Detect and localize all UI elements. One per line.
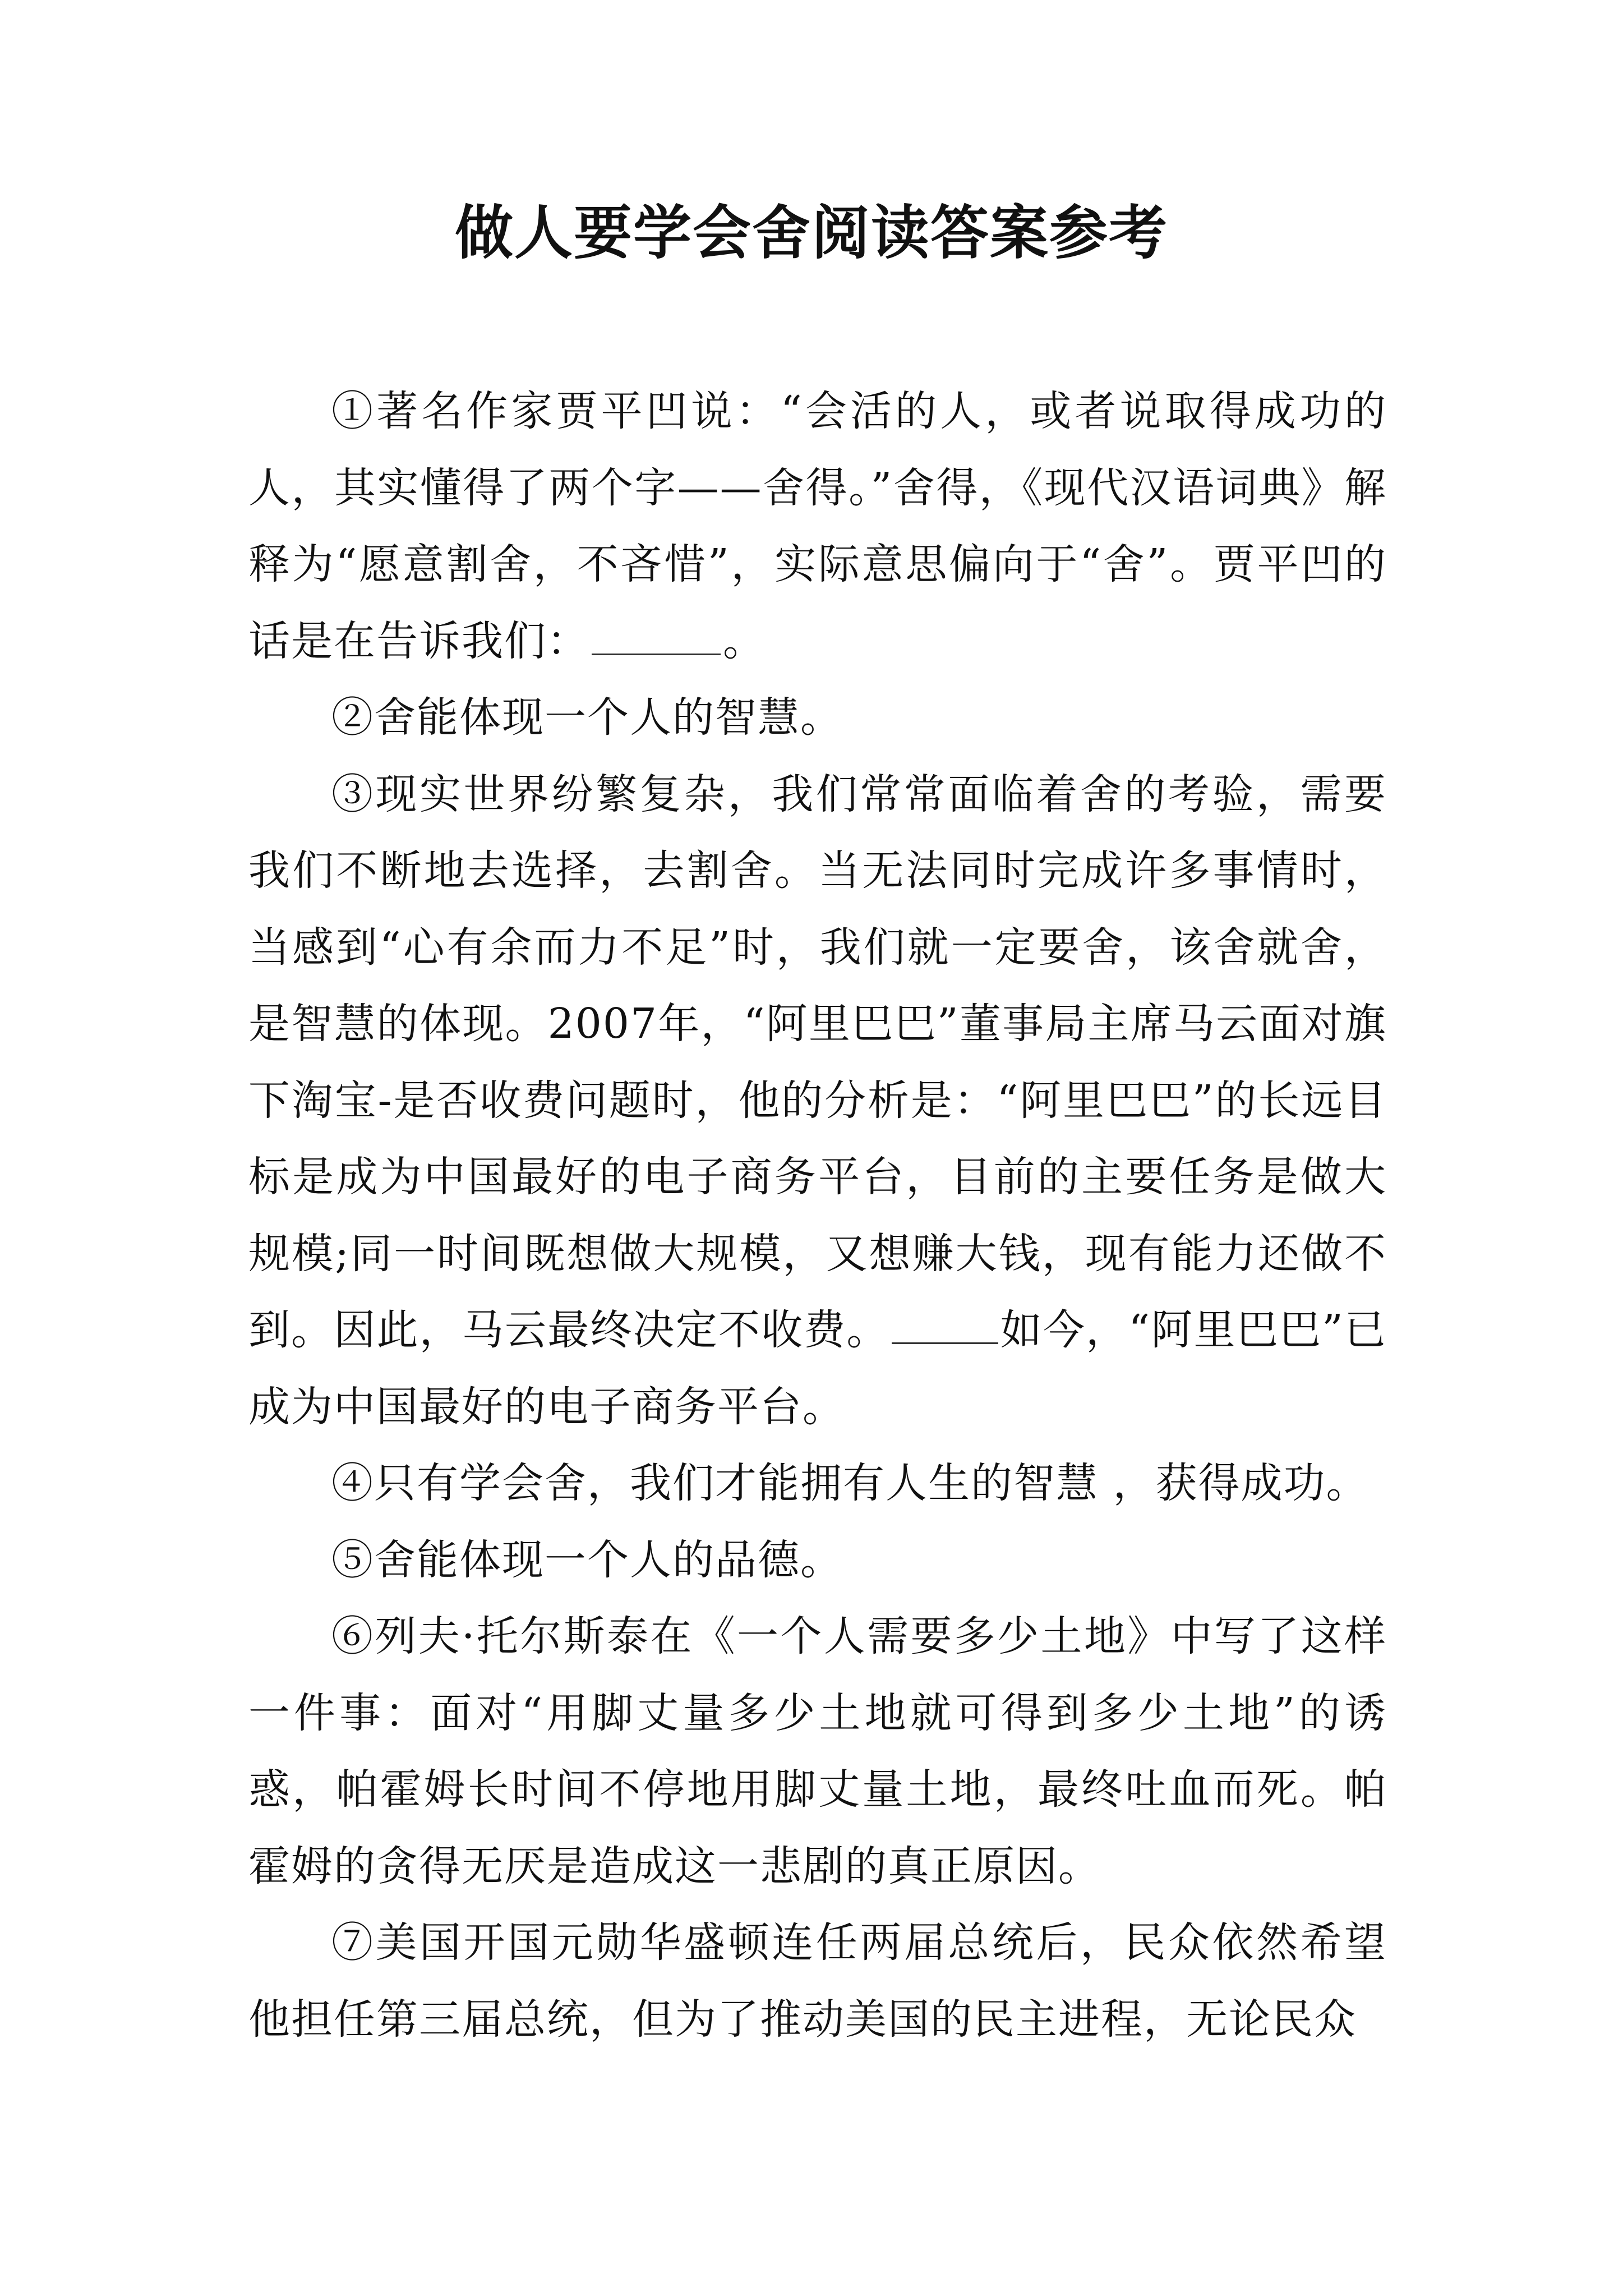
document-title: 做人要学会舍阅读答案参考 [454, 199, 1168, 267]
paragraph-7: ⑦美国开国元勋华盛顿连任两届总统后，民众依然希望他担任第三届总统，但为了推动美国的民主进程，无论民众 [248, 1918, 1387, 2044]
paragraph-1-text-before: ①著名作家贾平凹说：“会活的人，或者说取得成功的人，其实懂得了两个字——舍得。”舍得，《现代汉语词典》解释为“愿意割舍，不吝惜”，实际意思偏向于“舍”。贾平凹的话是在告诉我们： [248, 387, 1387, 665]
paragraph-2: ②舍能体现一个人的智慧。 [331, 693, 843, 742]
answer-blank-1 [592, 612, 721, 655]
document-body [248, 373, 1387, 2058]
paragraph-6: ⑥列夫·托尔斯泰在《一个人需要多少土地》中写了这样一件事：面对“用脚丈量多少土地就可得到多少土地”的诱惑，帕霍姆长时间不停地用脚丈量土地，最终吐血而死。帕霍姆的贪得无厌是造成这一悲剧的真正原因。 [248, 1612, 1387, 1890]
answer-blank-2 [892, 1301, 998, 1344]
paragraph-1 [248, 373, 1387, 679]
paragraph-4: ④只有学会舍，我们才能拥有人生的智慧 ，获得成功。 [331, 1459, 1369, 1507]
paragraph-3-text-before: ③现实世界纷繁复杂，我们常常面临着舍的考验，需要我们不断地去选择，去割舍。当无法同时完成许多事情时，当感到“心有余而力不足”时，我们就一定要舍，该舍就舍，是智慧的体现。2007年，“阿里巴巴”董事局主席马云面对旗下淘宝-是否收费问题时，他的分析是：“阿里巴巴”的长远目标是成为中国最好的电子商务平台，目前的主要任务是做大规模;同一时间既想做大规模，又想赚大钱，现有能力还做不到。因此，马云最终决定不收费。 [248, 770, 1387, 1354]
paragraph-3-text-after: 如今，“阿里巴巴”已成为中国最好的电子商务平台。 [248, 1306, 1387, 1431]
paragraph-3 [248, 756, 1387, 1446]
paragraph-5: ⑤舍能体现一个人的品德。 [331, 1535, 843, 1584]
paragraph-1-text-after: 。 [723, 616, 766, 665]
